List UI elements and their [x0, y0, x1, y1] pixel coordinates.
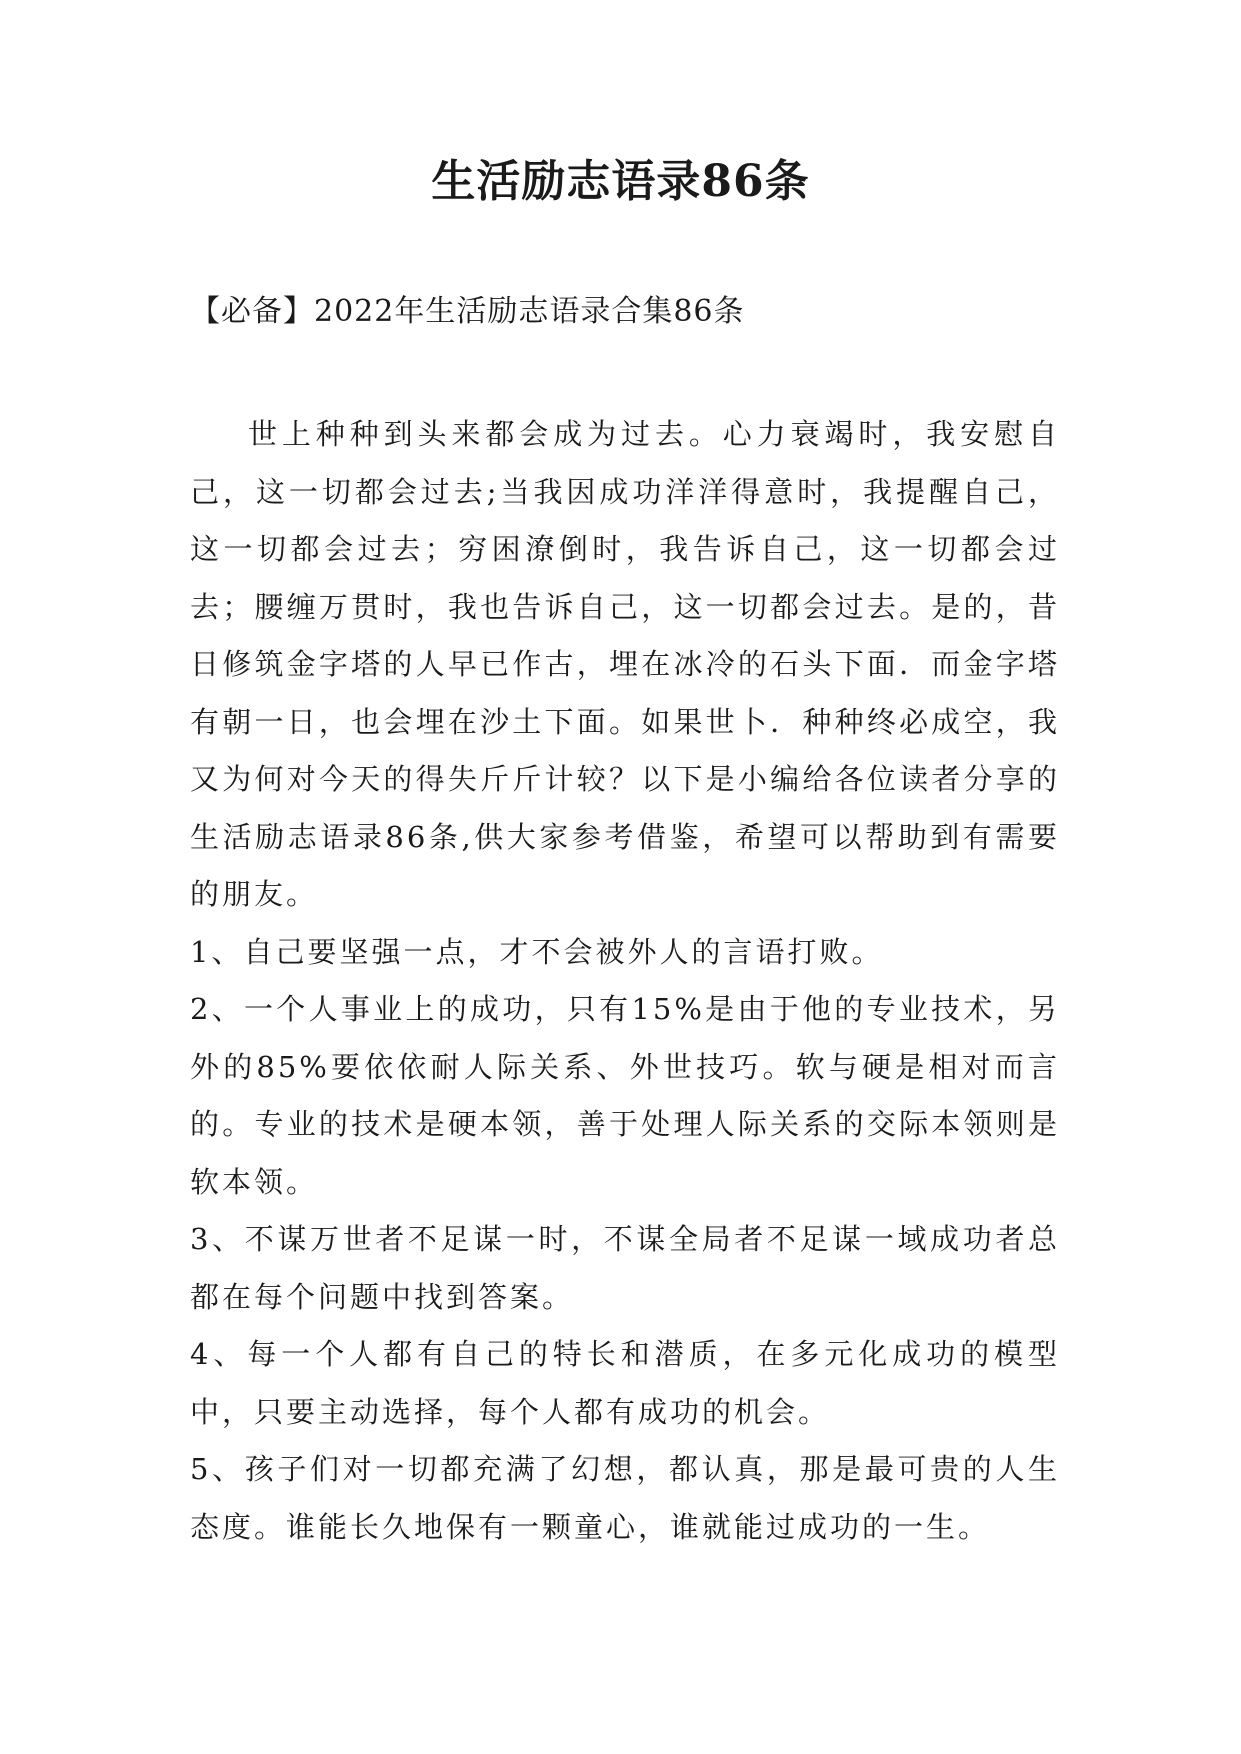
list-item: 1、自己要坚强一点，才不会被外人的言语打败。	[190, 934, 884, 969]
list-item: 5、孩子们对一切都充满了幻想，都认真，那是最可贵的人生态度。谁能长久地保有一颗童心，谁就能过成功的一生。	[190, 1452, 1060, 1544]
list-item: 2、一个人事业上的成功，只有15%是由于他的专业技术，另外的85%要依依耐人际关系、外世技巧。软与硬是相对而言的。专业的技术是硬本领，善于处理人际关系的交际本领则是软本领。	[190, 992, 1060, 1199]
list-item: 3、不谋万世者不足谋一时，不谋全局者不足谋一域成功者总都在每个问题中找到答案。	[190, 1222, 1060, 1314]
document-body	[190, 406, 1060, 1556]
document-subtitle: 【必备】2022年生活励志语录合集86条	[190, 294, 745, 329]
document-title: 生活励志语录86条	[431, 156, 810, 207]
intro-paragraph: 世上种种到头来都会成为过去。心力衰竭时，我安慰自己，这一切都会过去;当我因成功洋洋得意时，我提醒自己，这一切都会过去；穷困潦倒时，我告诉自己，这一切都会过去；腰缠万贯时，我也告诉自己，这一切都会过去。是的，昔日修筑金字塔的人早已作古，埋在冰冷的石头下面．而金字塔有朝一日，也会埋在沙土下面。如果世卜．种种终必成空，我又为何对今天的得失斤斤计较？以下是小编给各位读者分享的生活励志语录86条,供大家参考借鉴，希望可以帮助到有需要的朋友。	[190, 417, 1060, 911]
list-item: 4、每一个人都有自己的特长和潜质，在多元化成功的模型中，只要主动选择，每个人都有成功的机会。	[190, 1337, 1060, 1429]
